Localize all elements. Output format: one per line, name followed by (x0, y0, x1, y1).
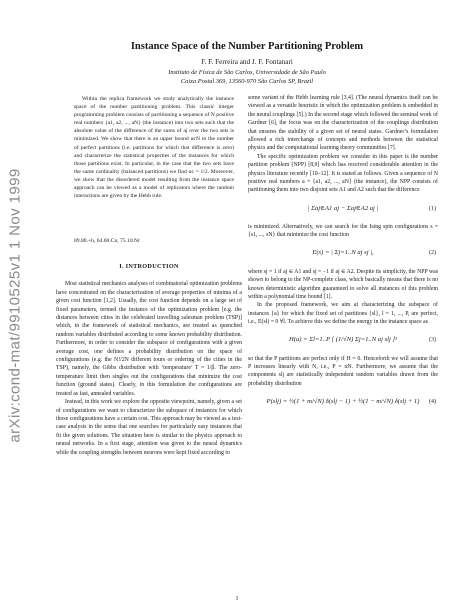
arxiv-stamp-text: arXiv:cond-mat/9910525v1 1 Nov 1999 (6, 167, 24, 443)
left-column (56, 263, 242, 457)
section-heading: I. INTRODUCTION (119, 263, 179, 270)
arxiv-stamp (2, 140, 28, 470)
equation-body: E(s) = | Σj=1..N aj sj |, (312, 249, 374, 257)
equation-body: P(slj) = ½(1 + m/√N) δ(slj − 1) + ½(1 − m/√N) δ(slj + 1) (266, 397, 420, 405)
equation-4 (248, 388, 438, 416)
paper-title: Instance Space of the Number Partitioning Problem (130, 41, 364, 52)
equation-number: (4) (429, 398, 436, 405)
paragraph: In the proposed framework, we aim at characterizing the subspace of instances {a} for which the fixed set of partitions {sl}, l = 1, ..., P, are perfect, i.e., E(sl) = 0 ∀l. To achieve this we define the energy in the instance space as (248, 302, 438, 326)
paragraph: The specific optimization problem we consider in this paper is the number partition problem (NPP) [8,9] which has received considerable attention in the physics literature recently [10–12]. It is stated as follows. Given a sequence of N positive real numbers a = {a1, a2, ..., aN} (the instance), the NPP consists of partitioning them into two disjoint sets A1 and A2 such that the difference (248, 153, 438, 194)
paragraph: where sj = 1 if aj ∈ A1 and sj = −1 if aj ∈ A2. Despite its simplicity, the NPP was shown to belong to the NP-complete class, which basically means that there is no known deterministic algorithm guaranteed to solve all instances of this problem within a polynomial time bound [1]. (248, 268, 438, 300)
right-column (248, 94, 438, 416)
equation-body: | Σaj∈A1 aj − Σaj∈A2 aj | (307, 204, 379, 212)
equation-body: H(a) = Σl=1..P [ (1/√N) Σj=1..N aj slj ]² (289, 336, 397, 344)
paragraph: so that the P partitions are perfect only if H = 0. Henceforth we will assume that P increases linearly with N, i.e., P = αN. Furthermore, we assume that the components slj are statistically independent random variables drawn from the probability distribution (248, 355, 438, 387)
equation-1 (248, 195, 438, 223)
abstract: Within the replica framework we study analytically the instance space of the number partitioning problem. This classic integer programming problem consists of partitioning a sequence of N positive real numbers {a1, a2, ..., aN} (the instance) into two sets such that the absolute value of the difference of the sums of aj over the two sets is minimized. We show that there is an upper bound αcN to the number of perfect partitions (i.e. partitions for which that difference is zero) and characterize the statistical properties of the instances for which those partitions exist. In particular, in the case that the two sets have the same cardinality (balanced partitions) we find αc = 1/2. Moreover, we show that the disordered model resulting from the instance space approach can be viewed as a model of replicators where the random interactions are given by the Hebb rule. (74, 96, 234, 200)
page-number: 1 (235, 596, 239, 602)
equation-2 (248, 240, 438, 268)
equation-3 (248, 327, 438, 355)
affiliation-line-2: Caixa Postal 369, 13560-970 São Carlos SP, Brazil (180, 78, 314, 85)
equation-number: (2) (429, 250, 436, 257)
paragraph: Instead, in this work we explore the opposite viewpoint, namely, given a set of configurations we want to characterize the subspace of instances for which those configurations have a certain cost. This approach may be viewed as a test-case analysis in the sense that one searches for particularly easy instances that fit the given solutions. The situation here is similar to the physics approach to neural networks. In a first stage, attention was given to the neural dynamics while the coupling strengths between neurons were kept fixed according to (56, 399, 242, 456)
pacs-numbers: 89.80.+h, 64.60.Cn, 75.10.Nr (74, 238, 140, 244)
affiliation-line-1: Instituto de Física de São Carlos, Universidade de São Paulo (168, 69, 326, 76)
paragraph: is minimized. Alternatively, we can search for the Ising spin configurations s = {s1, ..., sN} that minimize the cost function (248, 223, 438, 239)
equation-number: (3) (429, 337, 436, 344)
paper-authors: F. F. Ferreira and J. F. Fontanari (201, 58, 293, 66)
equation-number: (1) (429, 205, 436, 212)
paragraph: some variant of the Hebb learning rule [3,4]. (The neural dynamics itself can be viewed as a versatile heuristic in which the optimization problem is embedded in the neural couplings [5].) In the second stage which followed the seminal work of Gardner [6], the focus was on the characterization of the couplings distribution that ensures the stability of a given set of neural states. Gardner’s formulation allowed a rich interchange of concepts and methods between the statistical physics and the computational learning theory communities [7]. (248, 95, 438, 152)
paragraph: Most statistical mechanics analyses of combinatorial optimization problems have concentrated on the characterization of average properties of minima of a given cost function [1,2]. Usually, the cost function depends on a large set of fixed parameters, termed the instance of the optimization problem [e.g. the distances between cities in the celebrated travelling salesman problem (TSP)] which, in the framework of statistical mechanics, are treated as quenched random variables distributed according to some known probability distribution. Furthermore, in order to consider the subspace of configurations with a given average cost, one defines a probability distribution on the space of configurations (e.g. the N!/2N different tours or ordering of the cities in the TSP), namely, the Gibbs distribution with ‘temperature’ T = 1/β. The zero-temperature limit then singles out the configurations that minimize the cost function (ground states). Clearly, in this formulation the configurations are treated as fast, annealed variables. (56, 281, 242, 397)
